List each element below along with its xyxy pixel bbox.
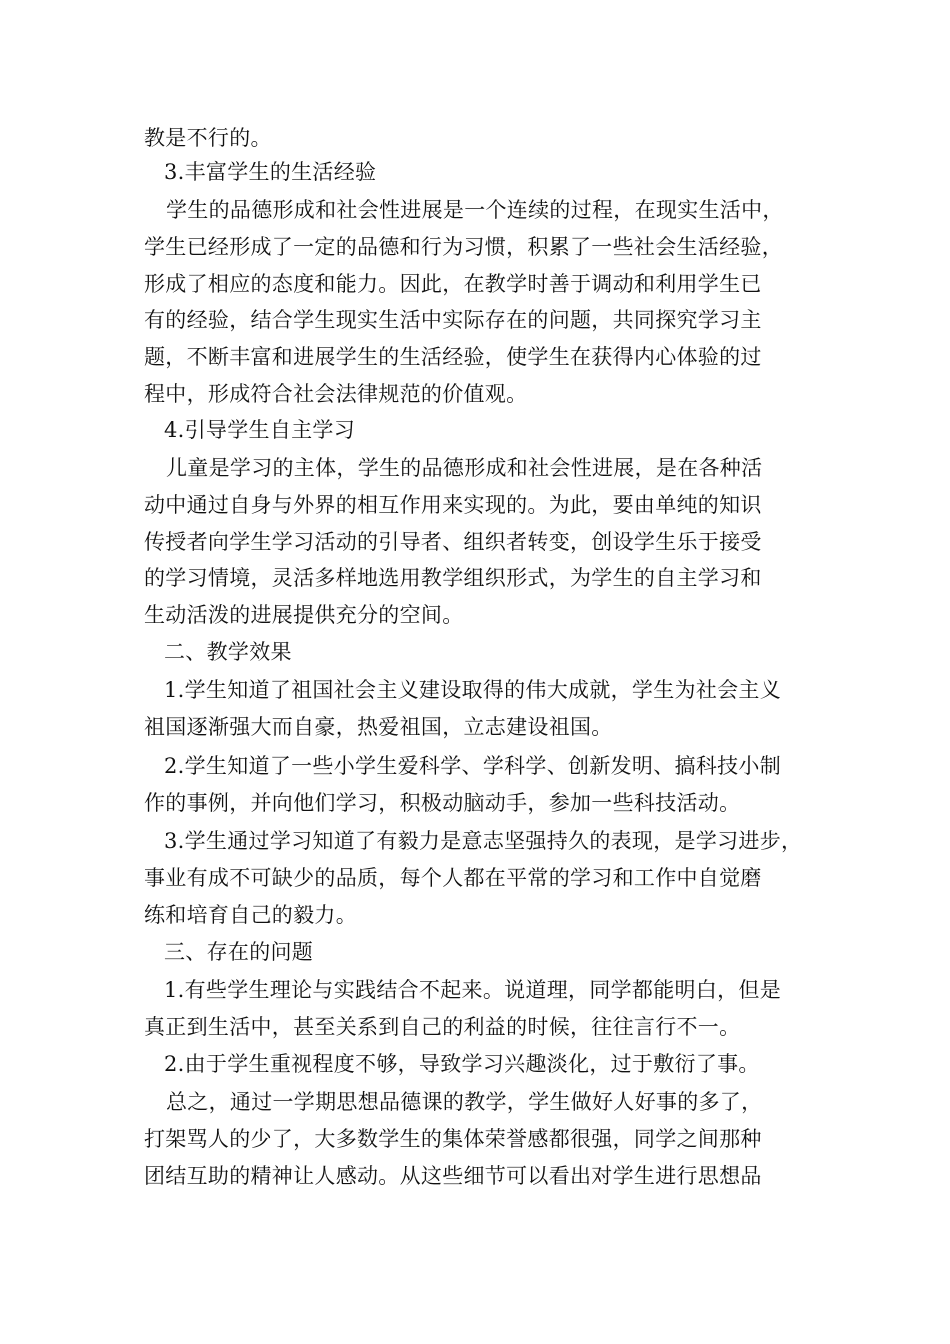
text-line: 传授者向学生学习活动的引导者、组织者转变，创设学生乐于接受 <box>144 530 762 554</box>
text-line: 练和培育自己的毅力。 <box>144 903 357 927</box>
text-line: 有的经验，结合学生现实生活中实际存在的问题，共同探究学习主 <box>144 308 762 332</box>
text-line: 生动活泼的进展提供充分的空间。 <box>144 603 464 627</box>
text-line: 程中，形成符合社会法律规范的价值观。 <box>144 382 528 406</box>
text-line: 形成了相应的态度和能力。因此，在教学时善于调动和利用学生已 <box>144 272 762 296</box>
text-line: 作的事例，并向他们学习，积极动脑动手，参加一些科技活动。 <box>144 791 741 815</box>
text-line: 团结互助的精神让人感动。从这些细节可以看出对学生进行思想品 <box>144 1164 762 1188</box>
section-heading: 3.丰富学生的生活经验 <box>164 160 377 184</box>
text-line: 打架骂人的少了，大多数学生的集体荣誉感都很强，同学之间那种 <box>144 1127 762 1151</box>
text-line: 学生的品德形成和社会性进展是一个连续的过程，在现实生活中， <box>166 198 784 222</box>
text-line: 真正到生活中，甚至关系到自己的利益的时候，往往言行不一。 <box>144 1015 741 1039</box>
text-line: 的学习情境，灵活多样地选用教学组织形式，为学生的自主学习和 <box>144 566 762 590</box>
text-line: 祖国逐渐强大而自豪，热爱祖国，立志建设祖国。 <box>144 715 613 739</box>
text-line: 事业有成不可缺少的品质，每个人都在平常的学习和工作中自觉磨 <box>144 866 762 890</box>
text-line: 总之，通过一学期思想品德课的教学，学生做好人好事的多了， <box>166 1090 763 1114</box>
text-line: 2.由于学生重视程度不够，导致学习兴趣淡化，过于敷衍了事。 <box>164 1052 760 1076</box>
text-line: 儿童是学习的主体，学生的品德形成和社会性进展，是在各种活 <box>166 456 763 480</box>
text-line: 学生已经形成了一定的品德和行为习惯，积累了一些社会生活经验， <box>144 235 783 259</box>
text-line: 教是不行的。 <box>144 126 272 150</box>
text-line: 1.学生知道了祖国社会主义建设取得的伟大成就，学生为社会主义 <box>164 678 782 702</box>
text-line: 题，不断丰富和进展学生的生活经验，使学生在获得内心体验的过 <box>144 345 762 369</box>
text-line: 3.学生通过学习知道了有毅力是意志坚强持久的表现，是学习进步， <box>164 829 803 853</box>
text-line: 1.有些学生理论与实践结合不起来。说道理，同学都能明白，但是 <box>164 978 782 1002</box>
section-heading: 二、教学效果 <box>164 640 292 664</box>
section-heading: 4.引导学生自主学习 <box>164 418 356 442</box>
text-line: 动中通过自身与外界的相互作用来实现的。为此，要由单纯的知识 <box>144 493 762 517</box>
text-line: 2.学生知道了一些小学生爱科学、学科学、创新发明、搞科技小制 <box>164 754 782 778</box>
section-heading: 三、存在的问题 <box>164 940 314 964</box>
